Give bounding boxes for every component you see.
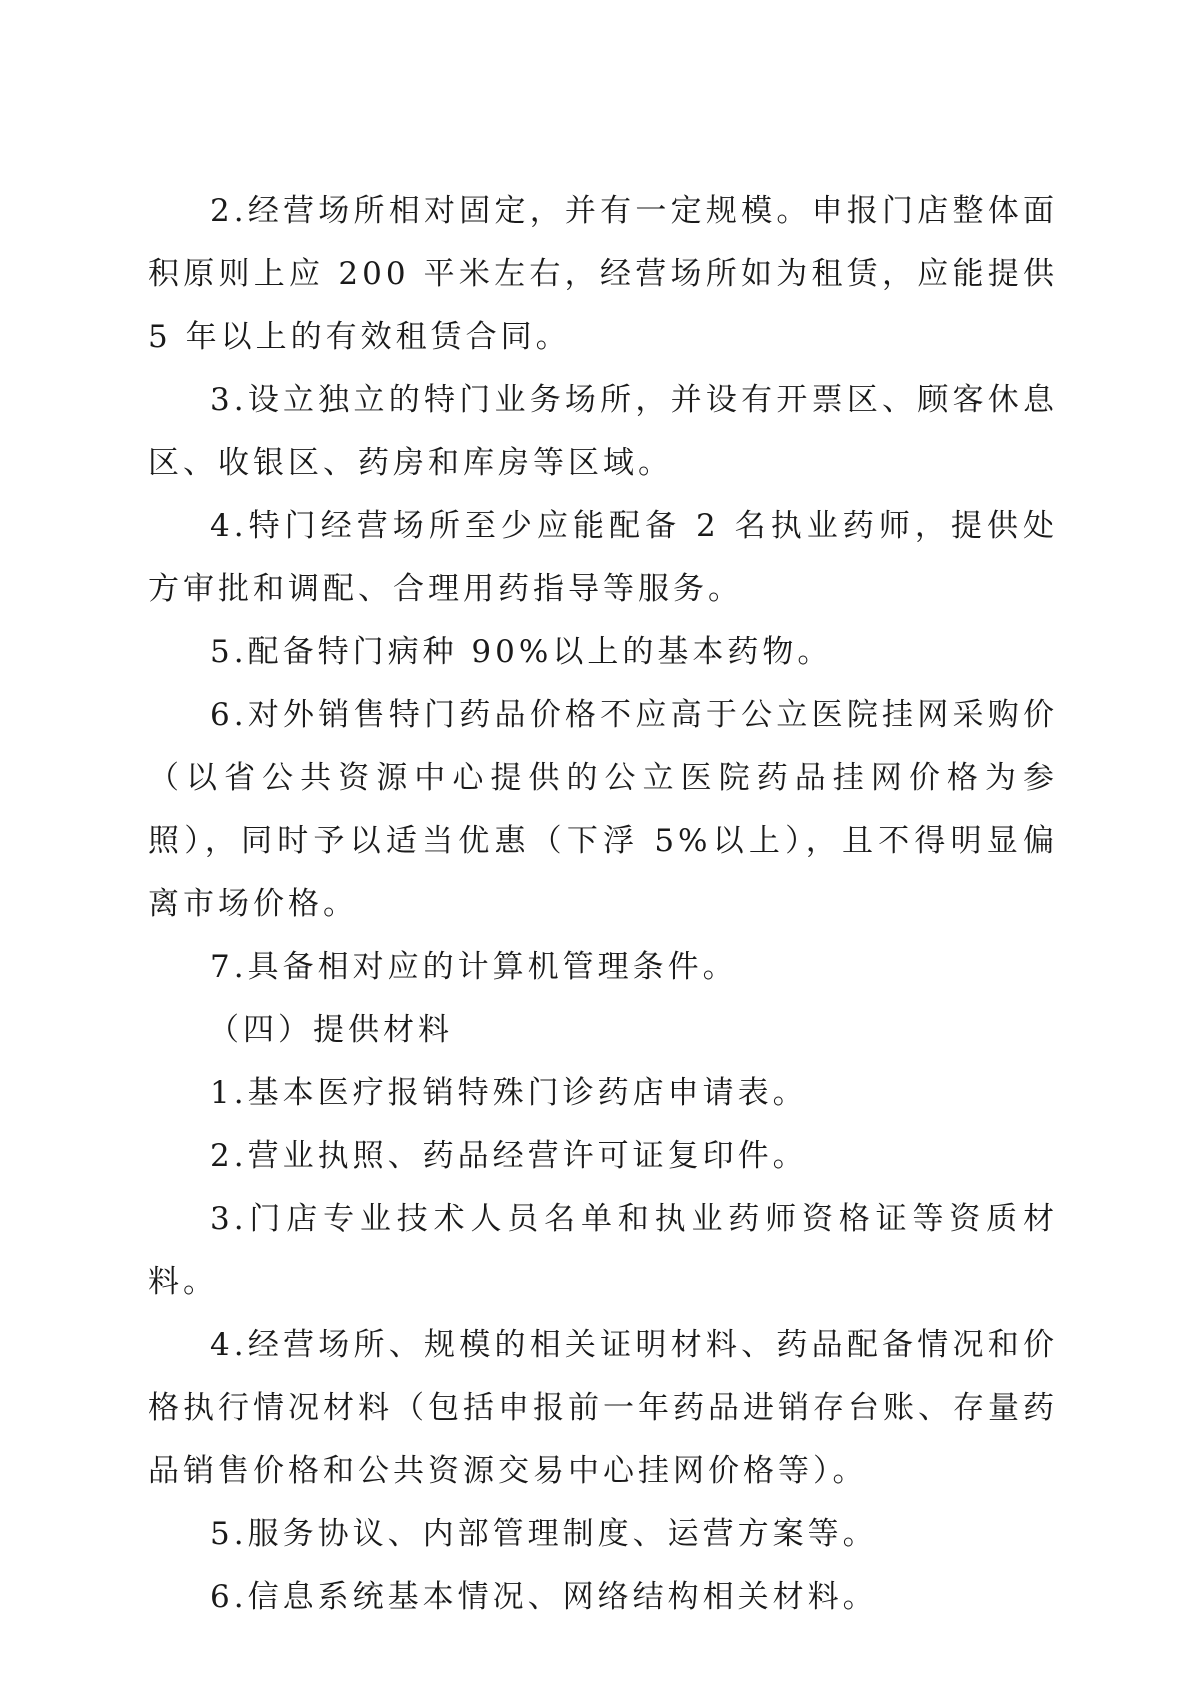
- requirement-paragraph: 6.对外销售特门药品价格不应高于公立医院挂网采购价（以省公共资源中心提供的公立医院药品挂网价格为参照），同时予以适当优惠（下浮 5%以上），且不得明显偏离市场价格。: [148, 697, 1058, 922]
- requirement-paragraph: 2.经营场所相对固定，并有一定规模。申报门店整体面积原则上应 200 平米左右，经营场所如为租赁，应能提供 5 年以上的有效租赁合同。: [148, 193, 1058, 355]
- section-heading: （四）提供材料: [208, 1012, 453, 1048]
- requirement-paragraph: 4.特门经营场所至少应能配备 2 名执业药师，提供处方审批和调配、合理用药指导等服务。: [148, 508, 1058, 607]
- material-item: 2.营业执照、药品经营许可证复印件。: [210, 1138, 808, 1174]
- requirement-paragraph: 3.设立独立的特门业务场所，并设有开票区、顾客休息区、收银区、药房和库房等区域。: [148, 382, 1058, 481]
- requirement-paragraph: 5.配备特门病种 90%以上的基本药物。: [210, 634, 833, 670]
- document-body: [148, 180, 1058, 1629]
- material-item: 6.信息系统基本情况、网络结构相关材料。: [210, 1579, 878, 1615]
- requirement-paragraph: 7.具备相对应的计算机管理条件。: [210, 949, 738, 985]
- material-item: 5.服务协议、内部管理制度、运营方案等。: [210, 1516, 878, 1552]
- material-item: 3.门店专业技术人员名单和执业药师资格证等资质材料。: [148, 1201, 1058, 1300]
- material-item: 4.经营场所、规模的相关证明材料、药品配备情况和价格执行情况材料（包括申报前一年药品进销存台账、存量药品销售价格和公共资源交易中心挂网价格等）。: [148, 1327, 1058, 1489]
- material-item: 1.基本医疗报销特殊门诊药店申请表。: [210, 1075, 808, 1111]
